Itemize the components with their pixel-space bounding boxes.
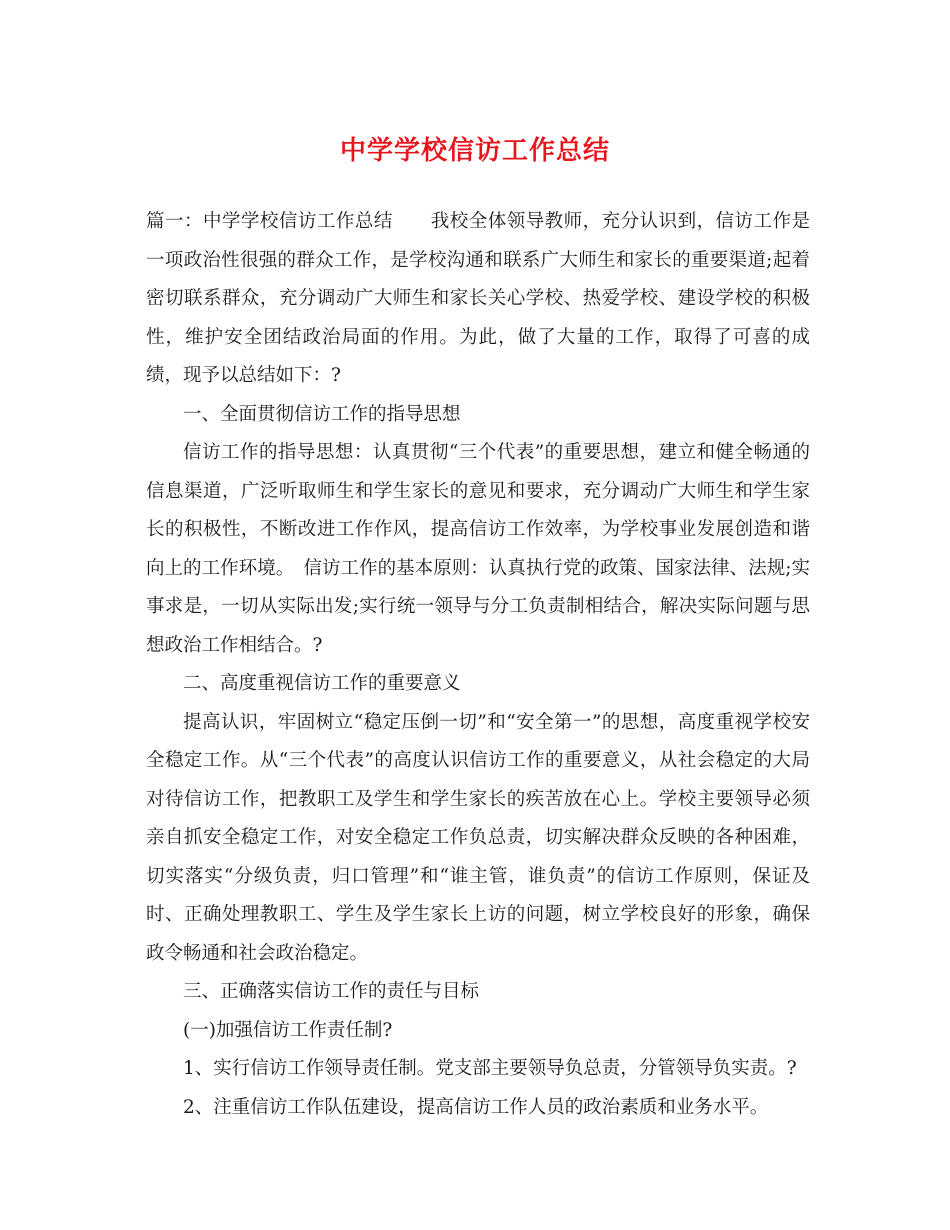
subsection-heading-1: (一)加强信访工作责任制?	[183, 1019, 393, 1041]
list-item-2: 2、注重信访工作队伍建设，提高信访工作人员的政治素质和业务水平。	[183, 1096, 769, 1118]
paragraph-intro: 篇一：中学学校信访工作总结 我校全体领导教师，充分认识到，信访工作是一项政治性很强的群众工作，是学校沟通和联系广大师生和家长的重要渠道;起着密切联系群众，充分调动广大师生和家长关心学校、热爱学校、建设学校的积极性，维护安全团结政治局面的作用。为此，做了大量的工作，取得了可喜的成绩，现予以总结如下：?	[146, 211, 810, 386]
section-heading-1: 一、全面贯彻信访工作的指导思想	[183, 403, 461, 425]
list-item-1: 1、实行信访工作领导责任制。党支部主要领导负总责，分管领导负实责。?	[183, 1058, 797, 1079]
section-heading-2: 二、高度重视信访工作的重要意义	[183, 673, 461, 694]
paragraph-guiding-thought: 信访工作的指导思想：认真贯彻“三个代表”的重要思想，建立和健全畅通的信息渠道，广泛听取师生和学生家长的意见和要求，充分调动广大师生和学生家长的积极性，不断改进工作作风，提高信访工作效率，为学校事业发展创造和谐向上的工作环境。 信访工作的基本原则：认真执行党的政策、国家法律、法规;实事求是，一切从实际出发;实行统一领导与分工负责制相结合，解决实际问题与思想政治工作相结合。?	[146, 442, 810, 656]
document-title: 中学学校信访工作总结	[339, 136, 610, 166]
paragraph-importance: 提高认识，牢固树立“稳定压倒一切”和“安全第一”的思想，高度重视学校安全稳定工作。从“三个代表”的高度认识信访工作的重要意义，从社会稳定的大局对待信访工作，把教职工及学生和学生家长的疾苦放在心上。学校主要领导必须亲自抓安全稳定工作，对安全稳定工作负总责，切实解决群众反映的各种困难，切实落实“分级负责，归口管理”和“谁主管，谁负责”的信访工作原则，保证及时、正确处理教职工、学生及学生家长上访的问题，树立学校良好的形象，确保政令畅通和社会政治稳定。	[146, 711, 810, 964]
document-body	[146, 203, 810, 1127]
section-heading-3: 三、正确落实信访工作的责任与目标	[183, 981, 480, 1002]
